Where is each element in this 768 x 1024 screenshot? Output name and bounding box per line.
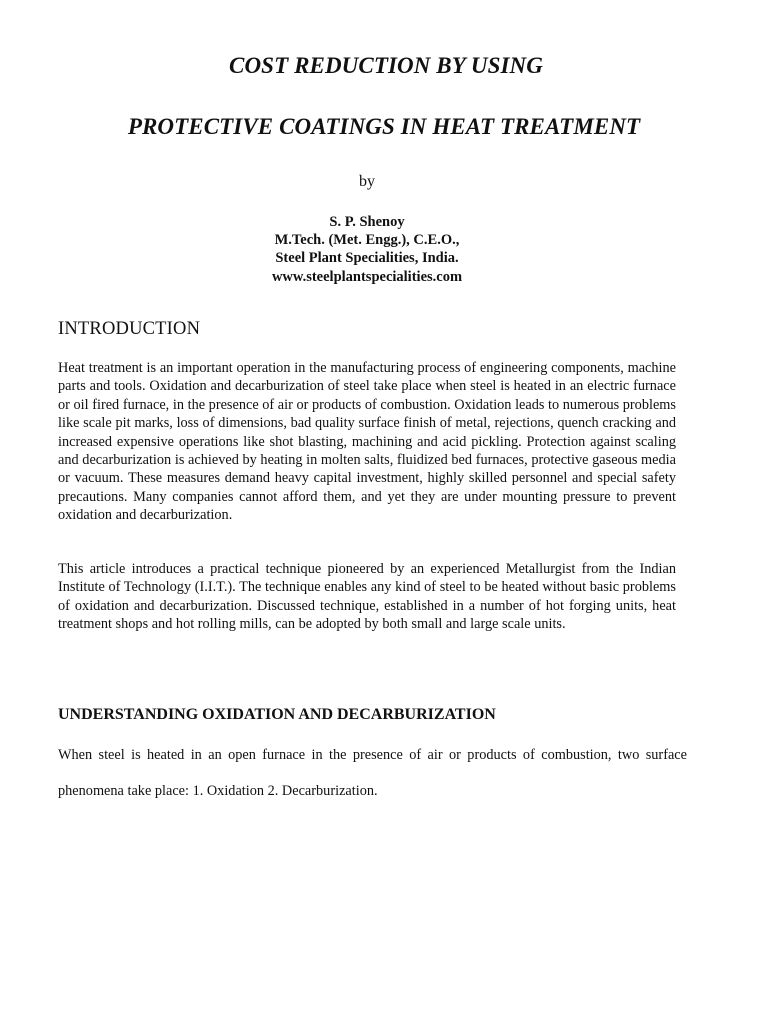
author-website: www.steelplantspecialities.com <box>271 269 463 285</box>
document-title-line-1: COST REDUCTION BY USING <box>229 53 543 78</box>
introduction-heading: INTRODUCTION <box>58 319 201 339</box>
introduction-paragraph-2: This article introduces a practical technique pioneered by an experienced Metallurgist from the Indian Institute of Technology (I.I.T.). The technique enables any kind of steel to be heated without basic problems of oxidation and decarburization. Discussed technique, established in a number of hot forging units, heat treatment shops and hot rolling mills, can be adopted by both small and large scale units. <box>58 561 676 633</box>
author-credentials: M.Tech. (Met. Engg.), C.E.O., <box>274 232 460 248</box>
oxidation-paragraph: When steel is heated in an open furnace in the presence of air or products of combustion, two surface phenomena take place: 1. Oxidation 2. Decarburization. <box>58 747 687 799</box>
byline: by <box>359 173 375 190</box>
author-organization: Steel Plant Specialities, India. <box>275 250 459 266</box>
document-title-line-2: PROTECTIVE COATINGS IN HEAT TREATMENT <box>127 114 641 139</box>
introduction-paragraph-1: Heat treatment is an important operation in the manufacturing process of engineering components, machine parts and tools. Oxidation and decarburization of steel take place when steel is heated in an electric furnace or oil fired furnace, in the presence of air or products of combustion. Oxidation leads to numerous problems like scale pit marks, loss of dimensions, bad quality surface finish of metal, rejections, quench cracking and increased expensive operations like shot blasting, machining and acid pickling. Protection against scaling and decarburization is achieved by heating in molten salts, fluidized bed furnaces, protective gaseous media or vacuum. These measures demand heavy capital investment, highly skilled personnel and special safety precautions. Many companies cannot afford them, and yet they are under mounting pressure to prevent oxidation and decarburization. <box>58 360 676 524</box>
author-name: S. P. Shenoy <box>329 214 405 230</box>
section-heading-oxidation: UNDERSTANDING OXIDATION AND DECARBURIZATION <box>58 706 496 723</box>
